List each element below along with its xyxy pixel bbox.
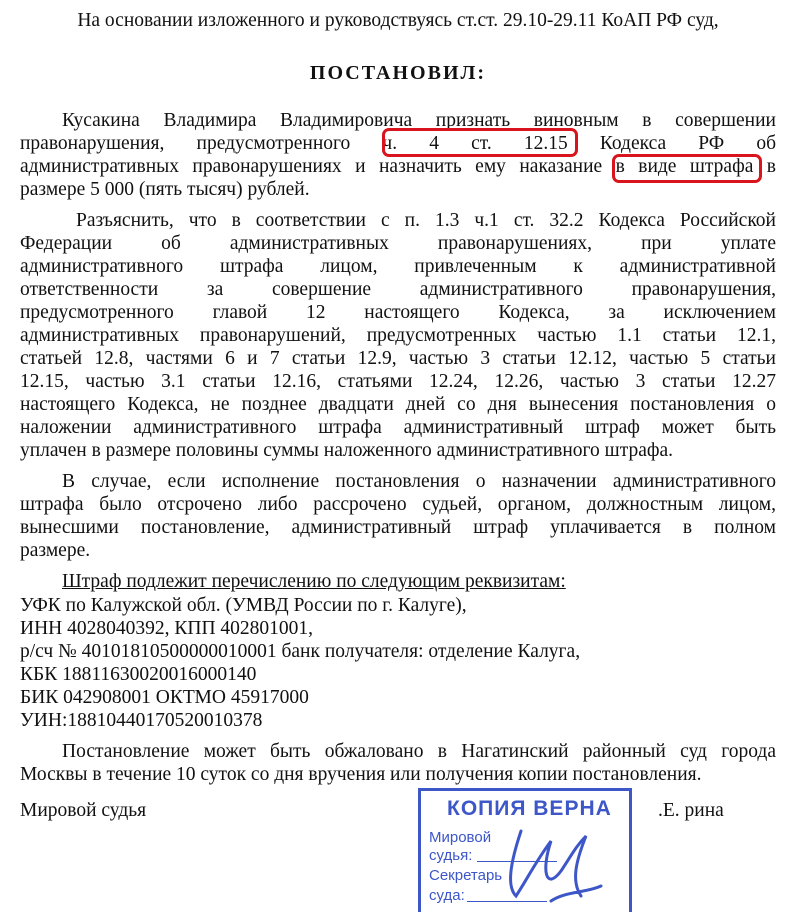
- signature-name: .Е. рина: [658, 800, 724, 821]
- paragraph-2-line-3: административного штрафа лицом, привлеченным к административной: [20, 256, 776, 277]
- stamp-line: судья:: [429, 847, 473, 864]
- paragraph-2-line-5: предусмотренного главой 12 настоящего Кодекса, за исключением: [20, 302, 776, 323]
- paragraph-2-line-8: 12.15, частью 3.1 статьи 12.16, статьями 12.24, 12.26, частью 3 статьи 12.27: [20, 371, 776, 392]
- stamp-line: суда:: [429, 887, 465, 904]
- appeal-line-2: Москвы в течение 10 суток со дня вручения или получения копии постановления.: [20, 764, 702, 785]
- paragraph-3-line-4: размере.: [20, 540, 91, 561]
- stamp-line: Мировой: [429, 829, 492, 846]
- highlight-article-box: [382, 128, 578, 157]
- intro-line: На основании изложенного и руководствуясь ст.ст. 29.10-29.11 КоАП РФ суд,: [77, 10, 719, 31]
- paragraph-3-line-1: В случае, если исполнение постановления о назначении административного: [62, 471, 776, 492]
- requisite-line: КБК 18811630020016000140: [20, 664, 257, 685]
- document-heading: ПОСТАНОВИЛ:: [309, 62, 487, 84]
- copy-verified-stamp: [418, 788, 632, 912]
- paragraph-1-line-3: административных правонарушениях и назначить ему наказание в виде штрафа в: [20, 156, 776, 177]
- requisite-line: ИНН 4028040392, КПП 402801001,: [20, 618, 314, 639]
- paragraph-1-line-4: размере 5 000 (пять тысяч) рублей.: [20, 179, 310, 200]
- requisites-heading: Штраф подлежит перечислению по следующим реквизитам:: [62, 571, 566, 592]
- paragraph-1-line-2: правонарушения, предусмотренного ч. 4 ст. 12.15 Кодекса РФ об: [20, 133, 776, 154]
- paragraph-2-line-11: уплачен в размере половины суммы наложенного административного штрафа.: [20, 440, 674, 461]
- requisite-line: УФК по Калужской обл. (УМВД России по г. Калуге),: [20, 595, 467, 616]
- requisite-line: БИК 042908001 ОКТМО 45917000: [20, 687, 309, 708]
- paragraph-2-line-9: настоящего Кодекса, не позднее двадцати дней со дня вынесения постановления о: [20, 394, 776, 415]
- requisite-line: УИН:18810440170520010378: [20, 710, 263, 731]
- stamp-title: КОПИЯ ВЕРНА: [447, 797, 612, 820]
- paragraph-2-line-1: Разъяснить, что в соответствии с п. 1.3 ч.1 ст. 32.2 Кодекса Российской: [76, 210, 776, 231]
- stamp-line: Секретарь: [429, 867, 503, 884]
- highlight-fine-box: [612, 154, 762, 183]
- paragraph-3-line-3: вынесшими постановление, административный штраф уплачивается в полном: [20, 517, 776, 538]
- requisite-line: р/сч № 40101810500000010001 банк получателя: отделение Калуга,: [20, 641, 581, 662]
- appeal-line-1: Постановление может быть обжаловано в Нагатинский районный суд города: [62, 741, 776, 762]
- paragraph-3-line-2: штрафа было отсрочено либо рассрочено судьей, органом, должностным лицом,: [20, 494, 776, 515]
- paragraph-2-line-4: ответственности за совершение административного правонарушения,: [20, 279, 776, 300]
- paragraph-2-line-2: Федерации об административных правонарушениях, при уплате: [20, 233, 776, 254]
- paragraph-1-line-1: Кусакина Владимира Владимировича признать виновным в совершении: [62, 110, 776, 131]
- signature-label: Мировой судья: [20, 800, 147, 821]
- handwritten-signature-icon: [491, 801, 611, 911]
- paragraph-2-line-10: наложении административного штрафа административный штраф может быть: [20, 417, 776, 438]
- paragraph-2-line-7: статьей 12.8, частями 6 и 7 статьи 12.9, частью 3 статьи 12.12, частью 5 статьи: [20, 348, 776, 369]
- paragraph-2-line-6: административных правонарушений, предусмотренных частью 1.1 статьи 12.1,: [20, 325, 776, 346]
